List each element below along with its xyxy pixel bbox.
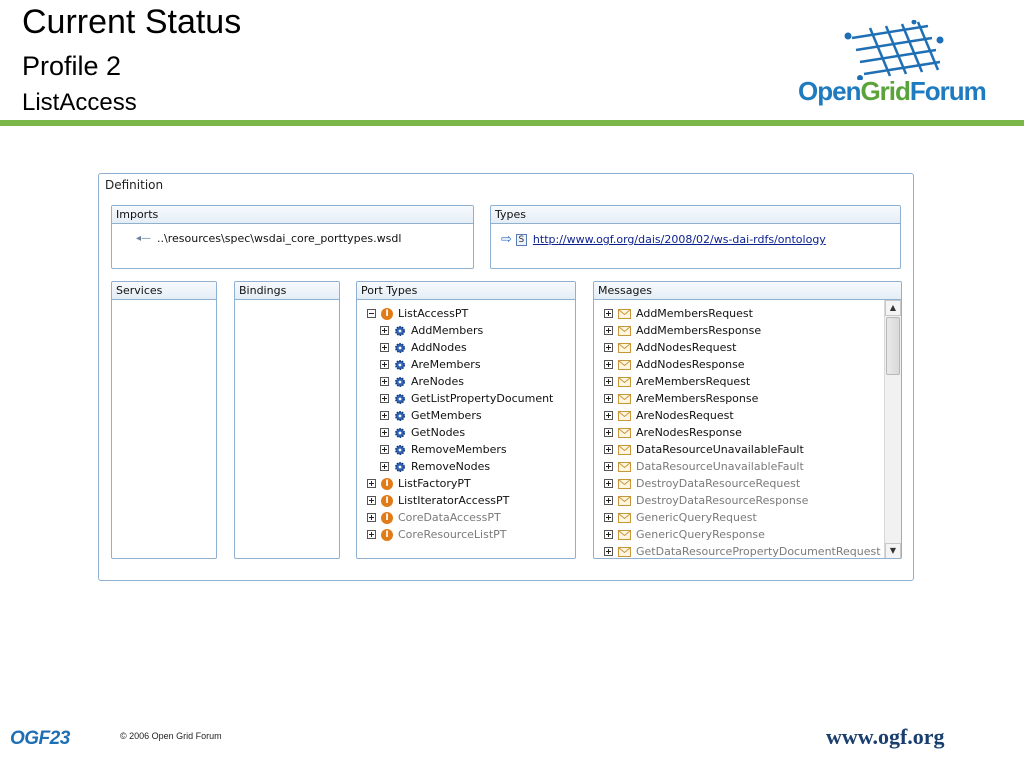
message-label: AreNodesResponse xyxy=(636,426,742,439)
expand-icon[interactable] xyxy=(604,547,613,556)
definition-label: Definition xyxy=(105,178,164,192)
tree-item-label: AddMembers xyxy=(411,324,484,337)
expand-icon[interactable] xyxy=(380,462,389,471)
tree-item-label: AddNodes xyxy=(411,341,467,354)
envelope-icon xyxy=(618,326,631,336)
gear-icon xyxy=(394,359,406,371)
tree-item-label: GetMembers xyxy=(411,409,482,422)
gear-icon xyxy=(394,393,406,405)
envelope-icon xyxy=(618,530,631,540)
gear-icon xyxy=(394,342,406,354)
expand-icon[interactable] xyxy=(380,411,389,420)
tree-item-label: AreMembers xyxy=(411,358,481,371)
message-tree-item[interactable] xyxy=(604,543,881,559)
event-logo: OGF23 xyxy=(10,728,70,749)
port-type-tree-item[interactable] xyxy=(380,373,464,390)
port-types-panel xyxy=(356,281,576,559)
message-label: DataResourceUnavailableFault xyxy=(636,460,804,473)
envelope-icon xyxy=(618,479,631,489)
port-type-tree-item[interactable] xyxy=(380,339,467,356)
message-label: AddNodesRequest xyxy=(636,341,737,354)
tree-item-label: RemoveMembers xyxy=(411,443,507,456)
envelope-icon xyxy=(618,428,631,438)
services-header: Services xyxy=(112,282,216,300)
bindings-header: Bindings xyxy=(235,282,339,300)
message-tree-item[interactable] xyxy=(604,407,734,424)
logo-word-grid: Grid xyxy=(860,76,910,106)
envelope-icon xyxy=(618,513,631,523)
envelope-icon xyxy=(618,547,631,557)
expand-icon[interactable] xyxy=(604,360,613,369)
schema-icon: S xyxy=(516,234,527,246)
gear-icon xyxy=(394,444,406,456)
gear-icon xyxy=(394,461,406,473)
expand-icon[interactable] xyxy=(604,428,613,437)
message-label: AreMembersResponse xyxy=(636,392,759,405)
port-type-tree-item[interactable] xyxy=(380,441,507,458)
message-tree-item[interactable] xyxy=(604,356,745,373)
port-type-tree-item[interactable] xyxy=(380,458,490,475)
expand-icon[interactable] xyxy=(380,394,389,403)
expand-icon[interactable] xyxy=(367,513,376,522)
port-types-header: Port Types xyxy=(357,282,575,300)
message-tree-item[interactable] xyxy=(604,339,736,356)
tree-item-label: CoreDataAccessPT xyxy=(398,511,501,524)
interface-icon: I xyxy=(381,529,393,541)
message-tree-item[interactable] xyxy=(604,390,758,407)
imports-panel xyxy=(111,205,474,269)
envelope-icon xyxy=(618,445,631,455)
message-tree-item[interactable] xyxy=(604,305,753,322)
slide-section: ListAccess xyxy=(22,89,137,116)
envelope-icon xyxy=(618,309,631,319)
expand-icon[interactable] xyxy=(604,377,613,386)
message-tree-item[interactable] xyxy=(604,424,742,441)
message-tree-item[interactable] xyxy=(604,526,765,543)
expand-icon[interactable] xyxy=(380,377,389,386)
import-arrow-icon: ◂— xyxy=(136,233,152,244)
definition-editor xyxy=(98,173,914,581)
envelope-icon xyxy=(618,343,631,353)
tree-item-label: CoreResourceListPT xyxy=(398,528,507,541)
port-type-tree-item[interactable] xyxy=(367,305,468,322)
types-header: Types xyxy=(491,206,900,224)
import-path: ..\resources\spec\wsdai_core_porttypes.wsdl xyxy=(157,232,402,245)
gear-icon xyxy=(394,325,406,337)
tree-item-label: GetNodes xyxy=(411,426,466,439)
envelope-icon xyxy=(618,377,631,387)
messages-scrollbar[interactable] xyxy=(884,300,901,559)
interface-icon: I xyxy=(381,478,393,490)
messages-panel xyxy=(593,281,902,559)
message-tree-item[interactable] xyxy=(604,441,804,458)
logo-word-open: Open xyxy=(798,76,861,106)
slide-title: Current Status xyxy=(22,3,242,41)
tree-item-label: ListFactoryPT xyxy=(398,477,471,490)
gear-icon xyxy=(394,376,406,388)
message-label: DataResourceUnavailableFault xyxy=(636,443,804,456)
expand-icon[interactable] xyxy=(367,479,376,488)
expand-icon[interactable] xyxy=(380,428,389,437)
message-tree-item[interactable] xyxy=(604,492,808,509)
ogf-logo xyxy=(790,20,990,110)
expand-icon[interactable] xyxy=(380,445,389,454)
message-label: GenericQueryRequest xyxy=(636,511,757,524)
envelope-icon xyxy=(618,462,631,472)
expand-icon[interactable] xyxy=(604,394,613,403)
types-link[interactable]: http://www.ogf.org/dais/2008/02/ws-dai-rdfs/ontology xyxy=(532,233,826,246)
scroll-up-arrow-icon[interactable]: ▲ xyxy=(885,300,901,316)
port-type-tree-item[interactable] xyxy=(367,509,501,526)
message-tree-item[interactable] xyxy=(604,458,804,475)
grid-logo-icon xyxy=(790,20,990,80)
port-type-tree-item[interactable] xyxy=(380,356,481,373)
expand-icon[interactable] xyxy=(604,411,613,420)
expand-icon[interactable] xyxy=(604,530,613,539)
message-tree-item[interactable] xyxy=(604,509,757,526)
imports-header: Imports xyxy=(112,206,473,224)
expand-icon[interactable] xyxy=(604,445,613,454)
expand-icon[interactable] xyxy=(380,360,389,369)
header-divider xyxy=(0,120,1024,126)
expand-icon[interactable] xyxy=(604,309,613,318)
tree-item-label: RemoveNodes xyxy=(411,460,491,473)
tree-item-label: GetListPropertyDocument xyxy=(411,392,554,405)
expand-icon[interactable] xyxy=(367,530,376,539)
tree-item-label: ListIteratorAccessPT xyxy=(398,494,510,507)
message-label: AreNodesRequest xyxy=(636,409,734,422)
website-url: www.ogf.org xyxy=(826,724,945,749)
message-label: AddMembersRequest xyxy=(636,307,753,320)
interface-icon: I xyxy=(381,495,393,507)
slide-subtitle: Profile 2 xyxy=(22,51,122,81)
bindings-panel[interactable] xyxy=(234,281,340,559)
expand-icon[interactable] xyxy=(604,496,613,505)
envelope-icon xyxy=(618,360,631,370)
collapse-icon[interactable] xyxy=(367,309,376,318)
envelope-icon xyxy=(618,411,631,421)
types-item[interactable] xyxy=(501,232,826,247)
services-panel[interactable] xyxy=(111,281,217,559)
types-panel xyxy=(490,205,901,269)
expand-icon[interactable] xyxy=(604,479,613,488)
scrollbar-thumb[interactable] xyxy=(886,317,900,375)
message-label: AddMembersResponse xyxy=(636,324,762,337)
port-type-tree-item[interactable] xyxy=(380,322,483,339)
expand-icon[interactable] xyxy=(367,496,376,505)
message-label: GetDataResourcePropertyDocumentRequest xyxy=(636,545,881,558)
message-label: AddNodesResponse xyxy=(636,358,745,371)
import-item[interactable] xyxy=(136,232,401,245)
message-tree-item[interactable] xyxy=(604,373,750,390)
expand-icon[interactable] xyxy=(604,343,613,352)
copyright-text: © 2006 Open Grid Forum xyxy=(120,731,222,741)
messages-header: Messages xyxy=(594,282,901,300)
interface-icon: I xyxy=(381,308,393,320)
expand-icon[interactable] xyxy=(380,343,389,352)
gear-icon xyxy=(394,410,406,422)
message-label: AreMembersRequest xyxy=(636,375,751,388)
gear-icon xyxy=(394,427,406,439)
message-label: DestroyDataResourceResponse xyxy=(636,494,809,507)
port-type-tree-item[interactable] xyxy=(380,407,482,424)
port-type-tree-item[interactable] xyxy=(380,424,465,441)
tree-item-label: AreNodes xyxy=(411,375,465,388)
arrow-right-icon: ⇨ xyxy=(501,232,512,247)
tree-item-label: ListAccessPT xyxy=(398,307,469,320)
port-type-tree-item[interactable] xyxy=(380,390,553,407)
expand-icon[interactable] xyxy=(604,513,613,522)
port-type-tree-item[interactable] xyxy=(367,526,507,543)
port-type-tree-item[interactable] xyxy=(367,492,509,509)
message-tree-item[interactable] xyxy=(604,475,800,492)
port-type-tree-item[interactable] xyxy=(367,475,471,492)
message-label: DestroyDataResourceRequest xyxy=(636,477,801,490)
message-label: GenericQueryResponse xyxy=(636,528,765,541)
expand-icon[interactable] xyxy=(380,326,389,335)
expand-icon[interactable] xyxy=(604,326,613,335)
interface-icon: I xyxy=(381,512,393,524)
message-tree-item[interactable] xyxy=(604,322,761,339)
scroll-down-arrow-icon[interactable]: ▼ xyxy=(885,543,901,559)
envelope-icon xyxy=(618,394,631,404)
expand-icon[interactable] xyxy=(604,462,613,471)
envelope-icon xyxy=(618,496,631,506)
logo-wordmark xyxy=(798,76,986,107)
logo-word-forum: Forum xyxy=(909,76,986,106)
